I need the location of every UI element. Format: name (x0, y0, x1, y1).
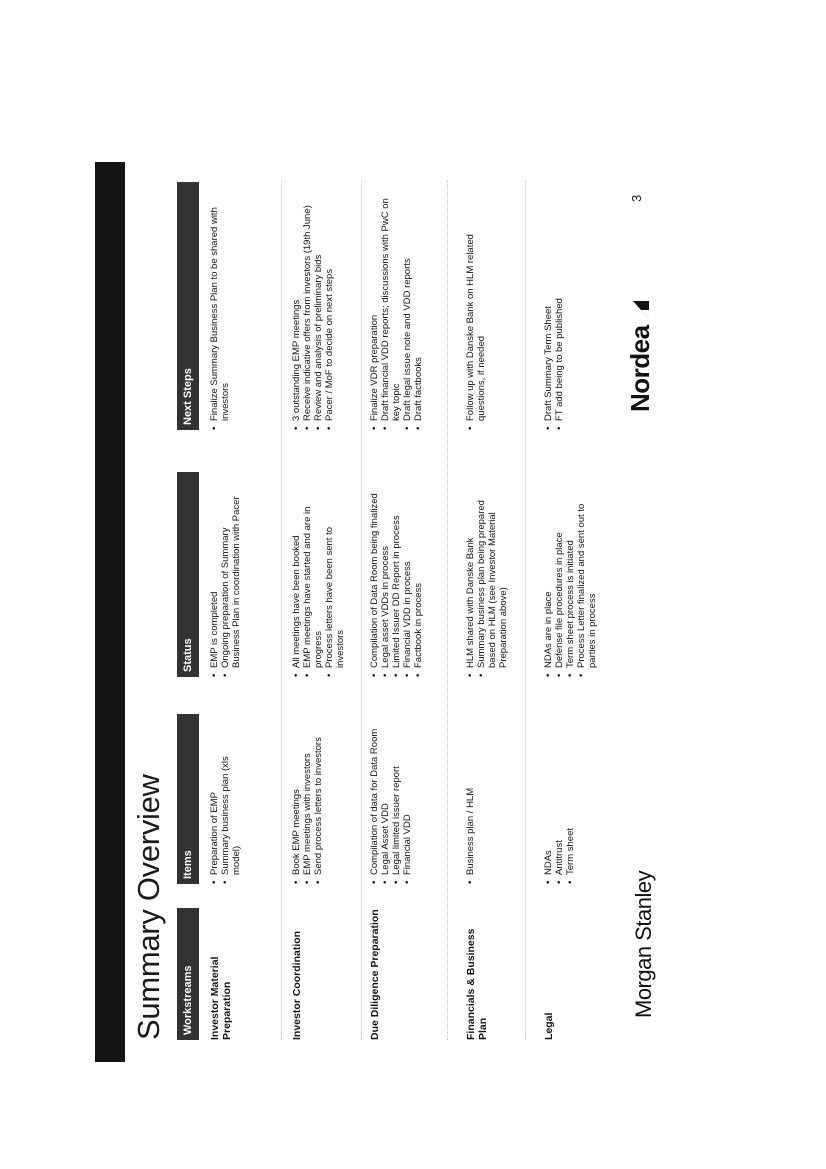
row-divider (361, 180, 362, 1040)
list-item: • Summary business plan being prepared based on HLM (see Investor Material Preparation above) (476, 487, 509, 677)
status-list (291, 487, 346, 677)
sail-icon (631, 299, 651, 321)
items-list (369, 726, 413, 884)
list-item: • Draft financial VDD reports; discussions with PwC on key topic (380, 190, 402, 430)
list-item: • Antitrust (554, 726, 565, 884)
status-list (209, 487, 242, 677)
list-item: • Financial VDD (402, 726, 413, 884)
list-item: • EMP meetings have started and are in progress (302, 487, 324, 677)
list-item: • NDAs are in place (543, 487, 554, 677)
list-item: • Send process letters to investors (313, 726, 324, 884)
next-steps-list (369, 190, 424, 430)
list-item: • Term sheet process is initiated (565, 487, 576, 677)
nordea-wordmark: Nordea (625, 325, 655, 412)
list-item: • Limited Issuer DD Report in process (391, 487, 402, 677)
list-item: • Compilation of Data Room being finalized (369, 487, 380, 677)
list-item: • Factbook in process (413, 487, 424, 677)
header-next-steps: Next Steps (177, 182, 199, 430)
workstream-label: Legal (543, 1012, 555, 1040)
list-item: • EMP is completed (209, 487, 220, 677)
row-divider (447, 180, 448, 1040)
row-divider (525, 180, 526, 1040)
list-item: • FT add being to be published (554, 190, 565, 430)
items-list (291, 726, 324, 884)
top-bar (95, 162, 125, 1062)
list-item: • Legal limited issuer report (391, 726, 402, 884)
list-item: • Legal asset VDDs in process (380, 487, 391, 677)
list-item: • Finalize VDR preparation (369, 190, 380, 430)
list-item: • Draft Summary Term Sheet (543, 190, 554, 430)
list-item: • Ongoing preparation of Summary Business Plan in coordination with Pacer (220, 487, 242, 677)
list-item: • Receive indicative offers from investors (19th June) (302, 190, 313, 430)
row-divider (281, 180, 282, 1040)
list-item: • 3 outstanding EMP meetings (291, 190, 302, 430)
list-item: • Follow up with Danske Bank on HLM related questions, if needed (465, 190, 487, 430)
workstream-label: Financials & Business Plan (465, 928, 489, 1040)
morgan-stanley-logo: Morgan Stanley (631, 870, 656, 1018)
list-item: • Process letters have been sent to investors (324, 487, 346, 677)
workstream-label: Investor Material Preparation (209, 956, 233, 1040)
workstream-label: Due Diligence Preparation (369, 909, 381, 1040)
list-item: • Draft factbooks (413, 190, 424, 430)
status-list (465, 487, 509, 677)
next-steps-list (291, 190, 335, 430)
list-item: • Compilation of data for Data Room (369, 726, 380, 884)
next-steps-list (209, 190, 231, 430)
status-list (369, 487, 424, 677)
workstream-label: Investor Coordination (291, 930, 303, 1040)
items-list (465, 726, 476, 884)
list-item: • Finalize Summary Business Plan to be shared with investors (209, 190, 231, 430)
header-status: Status (177, 472, 199, 677)
items-list (209, 726, 242, 884)
page-number: 3 (629, 194, 644, 202)
list-item: • Summary business plan (xls model) (220, 726, 242, 884)
list-item: • Book EMP meetings (291, 726, 302, 884)
list-item: • All meetings have been booked (291, 487, 302, 677)
list-item: • Legal Asset VDD (380, 726, 391, 884)
slide (95, 162, 675, 1062)
next-steps-list (543, 190, 565, 430)
header-items: Items (177, 714, 199, 884)
list-item: • Process Letter finalized and sent out to parties in process (576, 487, 598, 677)
status-list (543, 487, 598, 677)
list-item: • Term sheet (565, 726, 576, 884)
items-list (543, 726, 576, 884)
next-steps-list (465, 190, 487, 430)
list-item: • EMP meetings with investors (302, 726, 313, 884)
list-item: • NDAs (543, 726, 554, 884)
list-item: • Review and analysis of preliminary bids (313, 190, 324, 430)
list-item: • Preparation of EMP (209, 726, 220, 884)
page-title: Summary Overview (131, 774, 166, 1040)
list-item: • Financial VDD in process (402, 487, 413, 677)
header-workstreams: Workstreams (177, 908, 199, 1040)
list-item: • HLM shared with Danske Bank (465, 487, 476, 677)
list-item: • Draft legal issue note and VDD reports (402, 190, 413, 430)
list-item: • Defense file procedures in place (554, 487, 565, 677)
nordea-logo (625, 299, 656, 412)
list-item: • Pacer / MoF to decide on next steps (324, 190, 335, 430)
list-item: • Business plan / HLM (465, 726, 476, 884)
